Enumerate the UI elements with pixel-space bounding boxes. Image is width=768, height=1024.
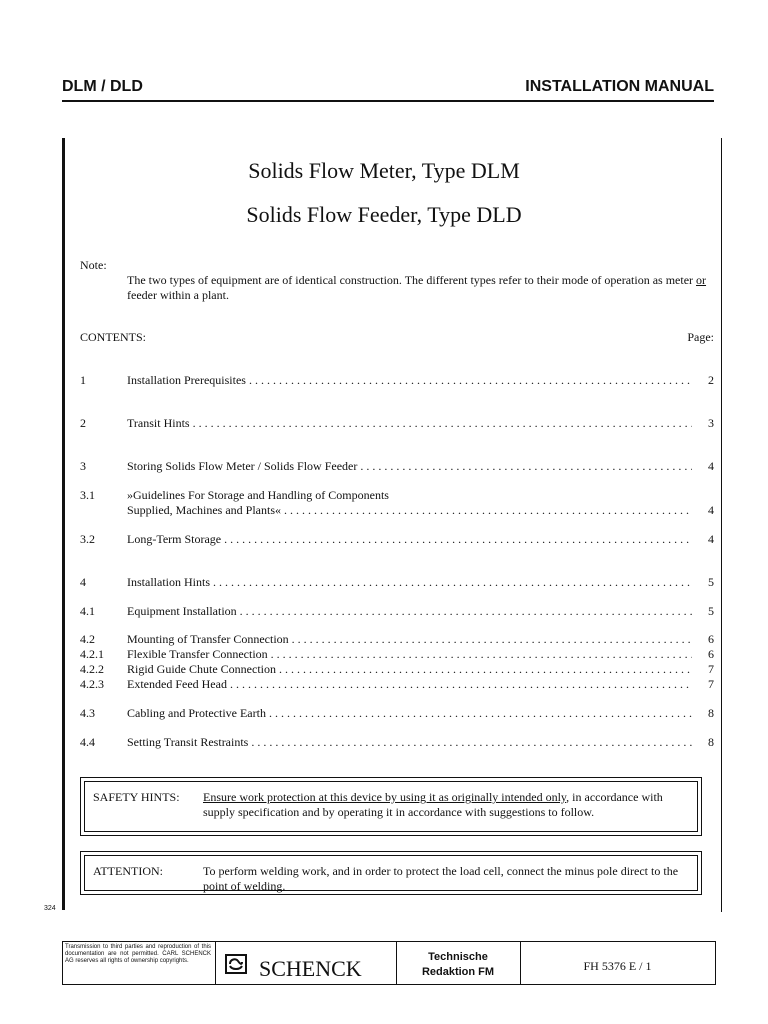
company-name: SCHENCK	[259, 956, 362, 981]
note-label: Note:	[80, 258, 107, 272]
attention-inner-frame	[84, 855, 698, 891]
note-text: The two types of equipment are of identical construction. The different types refer to their mode of operation as meter or feeder within a plant.	[127, 273, 707, 302]
footer-title-block	[62, 941, 716, 985]
attention-box	[80, 851, 702, 895]
schenck-logo-icon	[225, 954, 247, 974]
note-underlined-word: or	[696, 273, 707, 287]
side-reference-number: 324	[44, 905, 56, 912]
header-manual-title: INSTALLATION MANUAL	[525, 78, 714, 95]
safety-hints-box	[80, 777, 702, 836]
page-column-label: Page:	[687, 330, 714, 344]
safety-hints-text: Ensure work protection at this device by using it as originally intended only, in accordance with supply specification and by operating it in accordance with suggestions to follow.	[203, 790, 663, 819]
right-margin-line	[721, 138, 722, 912]
title-line-2: Solids Flow Feeder, Type DLD	[246, 202, 522, 227]
copyright-notice: Transmission to third parties and reproduction of this documentation are not permitted. CARL SCHENCK AG reserves all rights of ownership copyrights.	[65, 944, 211, 964]
attention-label: ATTENTION:	[93, 864, 163, 878]
attention-text: To perform welding work, and in order to protect the load cell, connect the minus pole direct to the point of welding.	[203, 864, 679, 893]
footer-dept-cell	[396, 942, 521, 984]
contents-heading: CONTENTS:	[80, 330, 146, 344]
safety-hints-inner-frame	[84, 781, 698, 832]
safety-hints-label: SAFETY HINTS:	[93, 790, 180, 804]
department: Technische Redaktion FM	[421, 951, 495, 978]
header-product: DLM / DLD	[62, 78, 143, 95]
left-margin-bar	[62, 138, 65, 910]
document-number: FH 5376 E / 1	[583, 959, 652, 973]
title-line-1: Solids Flow Meter, Type DLM	[248, 158, 520, 183]
footer-copyright-cell	[63, 942, 216, 984]
header-rule	[62, 100, 714, 102]
footer-logo-cell	[215, 942, 397, 984]
